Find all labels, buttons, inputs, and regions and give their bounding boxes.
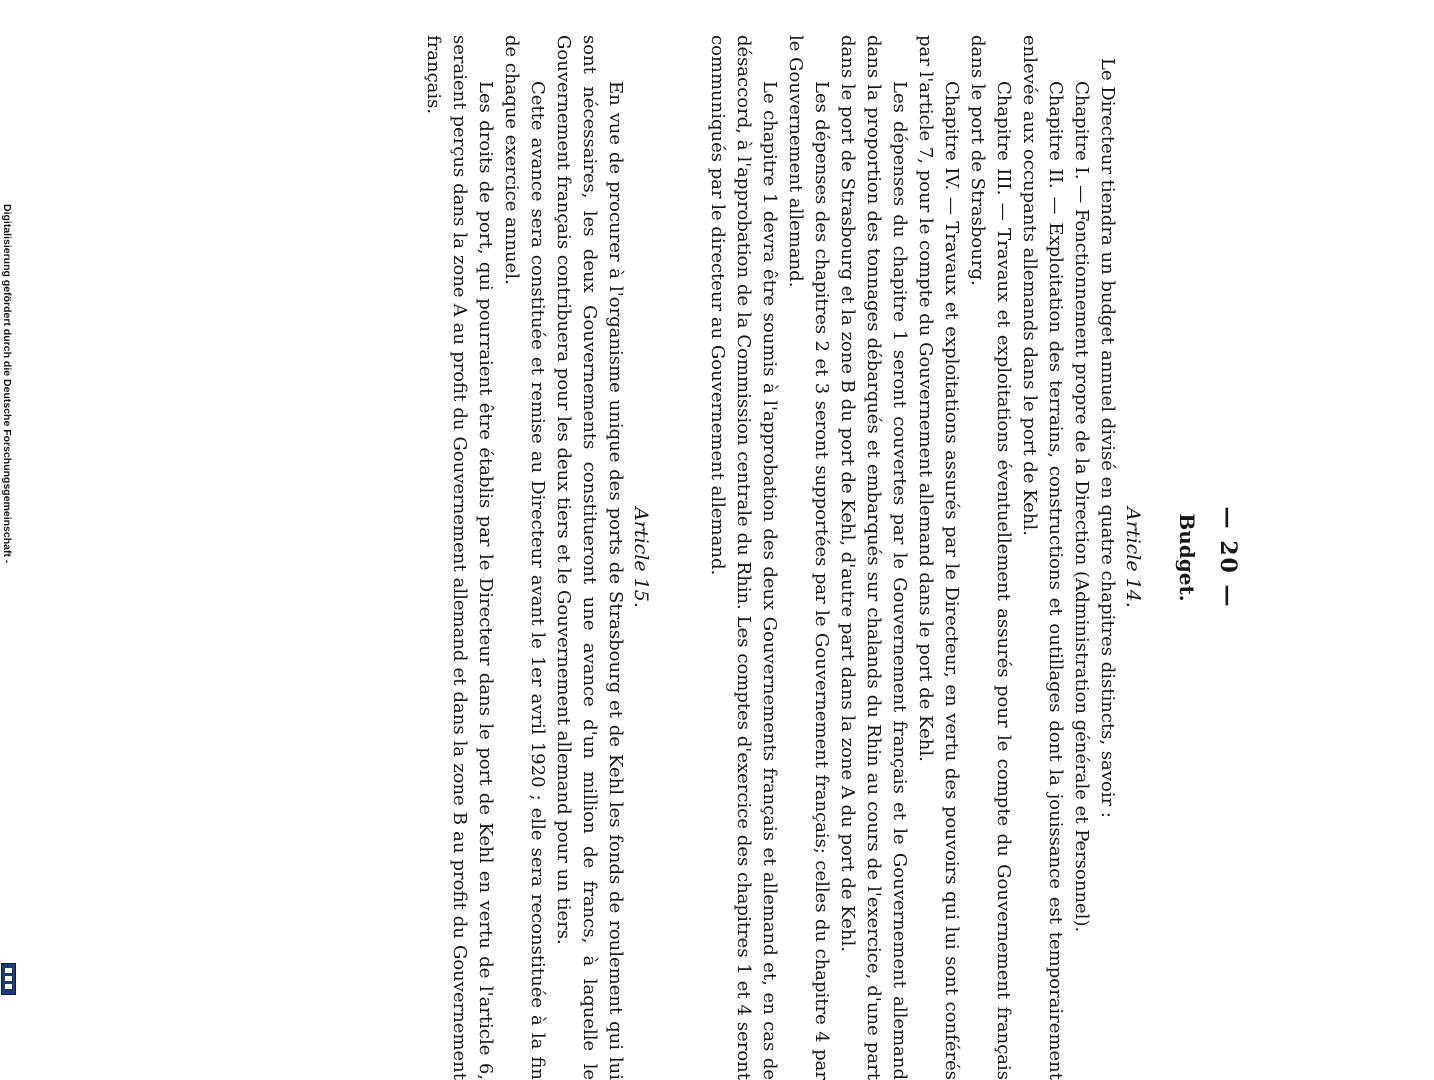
article-14-paragraph: Le chapitre 1 devra être soumis à l'approbation des deux Gouvernements français et allemand et, en cas de désaccord, à l'approbation de la Commission centrale du Rhin. Les comptes d'exercice des chapitres 1 et 4 seront communiqués par le directeur au Gouvernement allemand. (707, 35, 780, 1080)
article-15-heading: Article 15. (630, 507, 652, 608)
dfg-logo-icon (1, 963, 16, 995)
article-14-paragraph: Chapitre I. — Fonctionnement propre de la Direction (Administration générale et Personnel). (1071, 81, 1092, 933)
article-14-paragraph: Le Directeur tiendra un budget annuel divisé en quatre chapitres distincts, savoir : (1097, 58, 1118, 818)
article-15-paragraph: En vue de procurer à l'organisme unique des ports de Strasbourg et de Kehl les fonds de roulement qui lui sont nécessaires, les deux Gouvernements constitueront une avance d'un million de francs, à laquelle le Gouvernement français contribuera pour les deux tiers et le Gouvernement allemand pour un tiers. (553, 35, 626, 1080)
article-spacer (654, 35, 704, 1080)
article-14-paragraph: Les dépenses des chapitres 2 et 3 seront supportées par le Gouvernement français; celles du chapitre 4 par le Gouvernement allemand. (785, 35, 832, 1080)
page-header (1146, 35, 1239, 1080)
digitization-credit (0, 200, 14, 1000)
article-14-paragraph: Chapitre IV. — Travaux et exploitations assurés par le Directeur, en vertu des pouvoirs qui lui sont conférés par l'article 7, pour le compte du Gouvernement allemand dans le port de Kehl. (915, 35, 962, 1080)
article-15-paragraph: Les droits de port, qui pourraient être établis par le Directeur dans le port de Kehl en vertu de l'article 6, seraient perçus dans la zone A au profit du Gouvernement allemand et dans la zone B au profit du Gouvernement français. (423, 35, 496, 1080)
digitization-credit-text: Digitalisierung gefördert durch die Deutsche Forschungsgemeinschaft - (1, 204, 13, 564)
rotated-page-content (420, 35, 1239, 1080)
article-15-paragraph: Cette avance sera constituée et remise au Directeur avant le 1er avril 1920 ; elle sera reconstituée à la fin de chaque exercice annuel. (501, 35, 548, 1080)
article-14-paragraph: Les dépenses du chapitre 1 seront couvertes par le Gouvernement français et le Gouvernement allemand dans la proportion des tonnages débarqués et embarqués sur chalands du Rhin au cours de l'exercice, d'une part dans le port de Strasbourg et la zone B du port de Kehl, d'autre part dans la zone A du port de Kehl. (837, 35, 910, 1080)
article-14-paragraph: Chapitre II. — Exploitation des terrains, constructions et outillages dont la jouissance est temporairement enlevée aux occupants allemands dans le port de Kehl. (1019, 35, 1066, 1080)
article-14-paragraph: Chapitre III. — Travaux et exploitations éventuellement assurés pour le compte du Gouvernement français dans le port de Strasbourg. (967, 35, 1014, 1080)
section-title: Budget. (1175, 513, 1199, 602)
article-14-heading: Article 14. (1122, 507, 1144, 608)
page-number: — 20 — (1215, 506, 1241, 609)
